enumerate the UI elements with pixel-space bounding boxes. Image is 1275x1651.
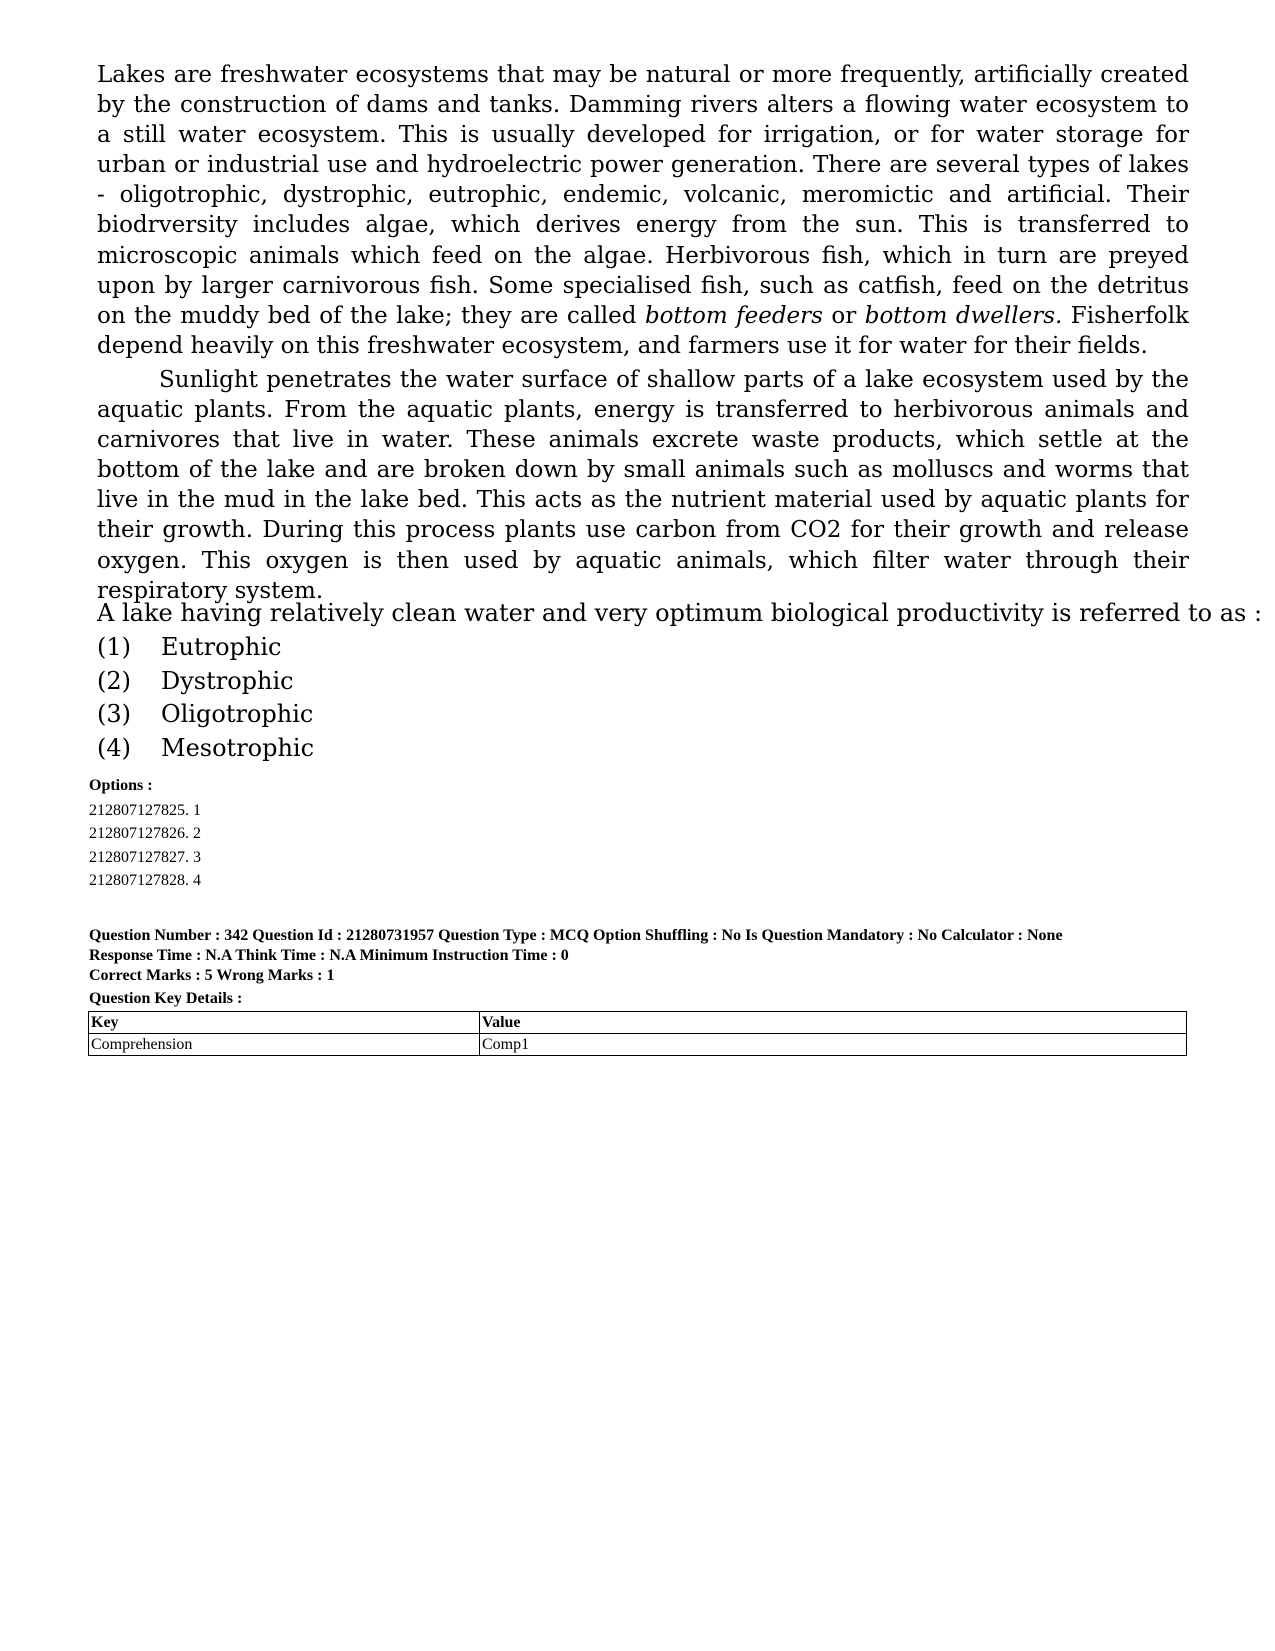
- comprehension-passage: [97, 60, 1189, 606]
- option-id-3: 212807127827. 3: [89, 848, 201, 866]
- choice-label: Eutrophic: [161, 633, 282, 661]
- option-id-1: 212807127825. 1: [89, 802, 201, 819]
- choice-label: Oligotrophic: [161, 700, 314, 728]
- choice-3: [97, 698, 314, 732]
- options-list: [89, 799, 1199, 892]
- table-header-row: [89, 1012, 1187, 1034]
- choice-2: [97, 665, 314, 699]
- choice-number: (4): [97, 733, 131, 762]
- marks-info: Correct Marks : 5 Wrong Marks : 1: [89, 967, 335, 984]
- passage-paragraph-2: Sunlight penetrates the water surface of shallow parts of a lake ecosystem used by the aquatic plants. From the aquatic plants, energy is transferred to herbivorous animals and carnivores that live in water. These animals excrete waste products, which settle at the bottom of the lake and are broken down by small animals such as molluscs and worms that live in the mud in the lake bed. This acts as the nutrient material used by aquatic plants for their growth. During this process plants use carbon from CO2 for their growth and release oxygen. This oxygen is then used by aquatic animals, which filter water through their respiratory system.: [97, 366, 1189, 604]
- question-info: [89, 926, 1199, 966]
- choice-label: Mesotrophic: [161, 733, 315, 762]
- choice-label: Dystrophic: [161, 666, 294, 695]
- question-info-line-1: Question Number : 342 Question Id : 21280731957 Question Type : MCQ Option Shuffling : No Is Question Mandatory : No Calculator : None: [89, 927, 1063, 944]
- question-info-line-2: Response Time : N.A Think Time : N.A Minimum Instruction Time : 0: [89, 947, 569, 964]
- key-details-heading: Question Key Details :: [89, 990, 243, 1007]
- passage-paragraph-1: [97, 60, 1189, 361]
- answer-choices: [97, 631, 314, 765]
- choice-1: [97, 631, 314, 665]
- passage-paragraph-1-end: Fisherfolk depend heavily on this freshwater ecosystem, and farmers use it for water for their fields.: [97, 302, 1189, 359]
- passage-paragraph-1-text: Lakes are freshwater ecosystems that may be natural or more frequently, artificially created by the construction of dams and tanks. Damming rivers alters a flowing water ecosystem to a still water ecosystem. This is usually developed for irrigation, or for water storage for urban or industrial use and hydroelectric power generation. There are several types of lakes - oligotrophic, dystrophic, eutrophic, endemic, volcanic, meromictic and artificial. Their biodrversity includes algae, which derives energy from the sun. This is transferred to microscopic animals which feed on the algae. Herbivorous fish, which in turn are preyed upon by larger carnivorous fish. Some specialised fish, such as catfish, feed on the detritus on the muddy bed of the lake; they are called: [97, 62, 1189, 329]
- table-cell-value: Comp1: [480, 1034, 1187, 1056]
- choice-4: [97, 732, 314, 766]
- choice-number: (3): [97, 700, 131, 728]
- passage-paragraph-1-or: or: [822, 302, 865, 329]
- key-details-table: [88, 1011, 1187, 1056]
- choice-number: (2): [97, 666, 131, 695]
- option-id-2: 212807127826. 2: [89, 825, 201, 843]
- choice-number: (1): [97, 633, 131, 661]
- question-text: A lake having relatively clean water and very optimum biological productivity is referred to as :: [97, 599, 1263, 627]
- table-header-key: Key: [89, 1012, 480, 1034]
- option-id-4: 212807127828. 4: [89, 871, 201, 889]
- table-header-value: Value: [480, 1012, 1187, 1034]
- table-cell-key: Comprehension: [89, 1034, 480, 1056]
- table-row: [89, 1034, 1187, 1056]
- options-heading: Options :: [89, 777, 153, 794]
- term-bottom-dwellers: bottom dwellers.: [864, 302, 1063, 329]
- term-bottom-feeders: bottom feeders: [644, 302, 823, 329]
